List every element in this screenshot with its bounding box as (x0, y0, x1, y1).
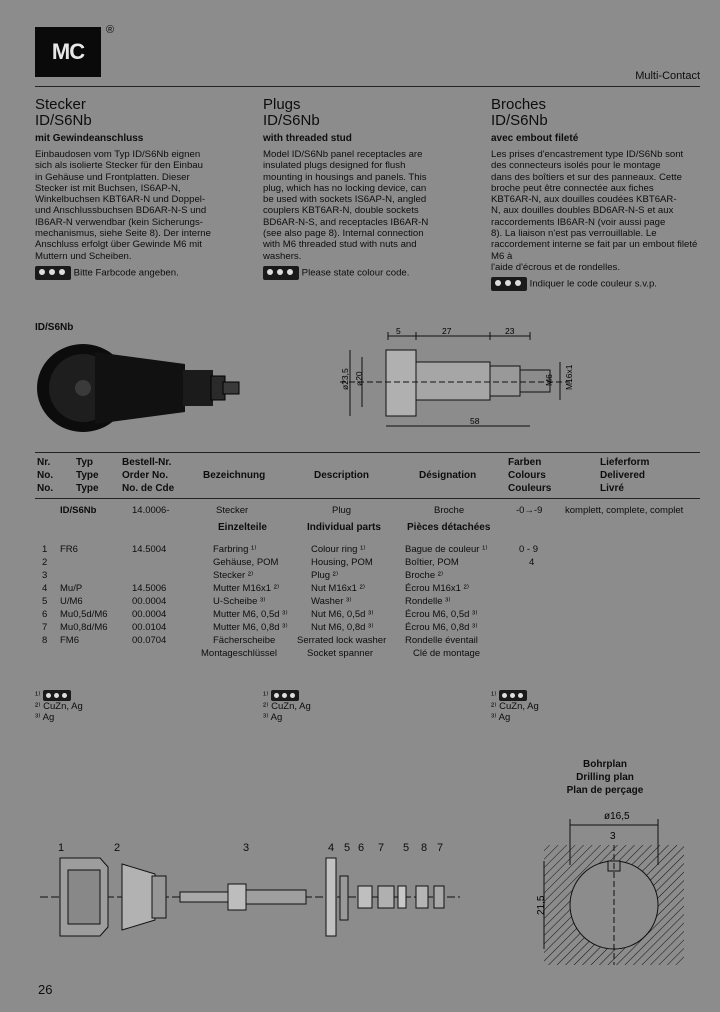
colour-note (263, 266, 468, 280)
column-de (35, 97, 240, 280)
body-line: raccordement interne se fait par un embout fileté M6 à (491, 239, 698, 262)
note-text: Please state colour code. (301, 267, 410, 279)
body-line: Muttern und Scheiben. (35, 250, 132, 262)
figure-label: ID/S6Nb (35, 322, 74, 333)
body-line: mounting in housings and panels. This (263, 171, 427, 183)
colour-chip-icon (499, 690, 527, 701)
body-line: couplers KBT6AR-N, double sockets (263, 205, 419, 217)
th-typ: Typ Type Type (76, 457, 99, 494)
drill-dia: ø16,5 (604, 811, 630, 822)
body-line: Les prises d'encastrement type ID/S6Nb sont (491, 149, 684, 160)
table-row: 2 Gehäuse, POM Housing, POM Boîtier, POM 4 (42, 557, 535, 568)
brand-name: Multi-Contact (635, 70, 700, 82)
main-deliv: komplett, complete, complet (565, 505, 684, 516)
body-line: N, aux douilles doubles BD6AR-N-S et aux (491, 205, 674, 217)
product-photo (35, 338, 245, 438)
note-text: Bitte Farbcode angeben. (73, 267, 179, 279)
body-line: broche peut être connectée aux fiches (491, 182, 654, 194)
dim-23: 23 (505, 326, 515, 336)
drilling-title: Bohrplan Drilling plan Plan de perçage (566, 759, 644, 796)
exploded-view (40, 852, 460, 942)
part-callout-6: 6 (358, 842, 365, 854)
part-callout-8: 8 (421, 842, 428, 854)
body-line: des connecteurs isolés pour le montage (491, 160, 661, 172)
table-row: 6 Mu0,5d/M6 00.0004 Mutter M6, 0,5d ³⁾ Nut M6, 0,5d ³⁾ Écrou M6, 0,5d ³⁾ (42, 609, 478, 620)
table-header-rule (35, 498, 700, 499)
body-line: 8). La liaison n'est pas verrouillable. Le (491, 228, 657, 240)
header-rule (35, 86, 700, 87)
drill-height: 21,5 (536, 895, 547, 915)
dim-m6: M6 (544, 374, 554, 386)
column-body (263, 149, 468, 262)
dim-m16: M16x1 (564, 364, 574, 390)
column-subtitle: mit Gewindeanschluss (35, 133, 144, 144)
main-des: Broche (434, 505, 465, 516)
main-typ: ID/S6Nb (60, 505, 97, 516)
column-title: Plugs (263, 96, 301, 113)
drill-width: 3 (610, 831, 616, 842)
column-model: ID/S6Nb (491, 112, 548, 129)
section-individual: Individual parts (307, 522, 381, 533)
th-nr: Nr. No. No. (37, 457, 54, 494)
body-line: Einbaudosen vom Typ ID/S6Nb eignen (35, 149, 201, 160)
column-en (263, 97, 468, 280)
part-callout-2: 2 (114, 842, 121, 854)
main-bez: Stecker (216, 505, 249, 516)
mc-logo (35, 27, 101, 77)
registered-mark: ® (106, 24, 115, 36)
table-row: 4 Mu/P 14.5006 Mutter M16x1 ²⁾ Nut M16x1 ²⁾ Écrou M16x1 ²⁾ (42, 583, 470, 594)
th-colour: Farben Colours Couleurs (508, 457, 552, 494)
part-callout-5b: 5 (403, 842, 410, 854)
body-line: insulated plugs designed for flush (263, 160, 406, 172)
body-line: be used with sockets IS6AP-N, angled (263, 194, 427, 206)
section-einzelteile: Einzelteile (218, 522, 267, 533)
body-line: mechanismus, siehe Seite 8). Der interne (35, 228, 211, 240)
body-line: sich als isolierte Stecker für den Einbau (35, 160, 203, 172)
dim-dia23: ø23,5 (340, 368, 350, 390)
column-body (491, 149, 706, 273)
part-callout-7: 7 (378, 842, 385, 854)
body-line: und Anschlussbuchsen BD6AR-N-S und (35, 205, 207, 217)
body-line: washers. (263, 250, 302, 262)
body-line: IB6AR-N verwendbar (kein Sicherungs- (35, 216, 203, 228)
table-row: Montageschlüssel Socket spanner Clé de montage (201, 648, 481, 659)
th-order: Bestell-Nr. Order No. No. de Cde (122, 457, 175, 494)
body-line: l'aide d'écrous et de rondelles. (491, 261, 620, 273)
body-line: Model ID/S6Nb panel receptacles are (263, 149, 423, 160)
colour-note (491, 277, 706, 291)
table-row: 5 U/M6 00.0004 U-Scheibe ³⁾ Washer ³⁾ Rondelle ³⁾ (42, 596, 451, 607)
colour-chip-icon (491, 277, 527, 291)
th-designation: Désignation (419, 470, 477, 481)
body-line: plug, which has no locking device, can (263, 182, 427, 194)
main-desc: Plug (332, 505, 352, 516)
footnotes-en: ¹⁾ ²⁾ CuZn, Ag ³⁾ Ag (263, 690, 311, 724)
column-title: Broches (491, 96, 547, 113)
dim-27: 27 (442, 326, 452, 336)
column-model: ID/S6Nb (35, 112, 92, 129)
part-callout-4: 4 (328, 842, 335, 854)
note-text: Indiquer le code couleur s.v.p. (529, 278, 657, 290)
table-row: 8 FM6 00.0704 Fächerscheibe Serrated lock washer Rondelle éventail (42, 635, 478, 646)
part-callout-7b: 7 (437, 842, 444, 854)
table-row: 7 Mu0,8d/M6 00.0104 Mutter M6, 0,8d ³⁾ Nut M6, 0,8d ³⁾ Écrou M6, 0,8d ³⁾ (42, 622, 478, 633)
footnotes-fr: ¹⁾ ²⁾ CuZn, Ag ³⁾ Ag (491, 690, 539, 724)
th-delivered: Lieferform Delivered Livré (600, 457, 650, 494)
body-line: dans des boîtiers et sur des panneaux. Cette (491, 171, 682, 183)
dim-5: 5 (396, 326, 401, 336)
table-row: 3 Stecker ²⁾ Plug ²⁾ Broche ²⁾ (42, 570, 444, 581)
colour-chip-icon (271, 690, 299, 701)
table-top-rule (35, 452, 700, 453)
dim-58: 58 (470, 416, 480, 426)
body-line: in Gehäuse und Frontplatten. Dieser (35, 171, 190, 183)
body-line: (see also page 8). Internal connection (263, 228, 424, 240)
technical-drawing (330, 322, 580, 432)
body-line: raccordements IB6AR-N (voir aussi page (491, 216, 666, 228)
column-subtitle: avec embout fileté (491, 133, 579, 144)
column-title: Stecker (35, 96, 86, 113)
body-line: Stecker ist mit Buchsen, IS6AP-N, (35, 182, 181, 194)
column-model: ID/S6Nb (263, 112, 320, 129)
part-callout-1: 1 (58, 842, 65, 854)
main-order: 14.0006- (132, 505, 170, 516)
main-colour: -0→-9 (516, 505, 543, 516)
colour-chip-icon (43, 690, 71, 701)
dim-dia20: ø20 (354, 371, 364, 386)
footnotes-de: ¹⁾ ²⁾ CuZn, Ag ³⁾ Ag (35, 690, 83, 724)
column-subtitle: with threaded stud (263, 133, 352, 144)
column-fr (491, 97, 706, 291)
page-number: 26 (38, 982, 53, 997)
body-line: with M6 threaded stud with nuts and (263, 239, 417, 251)
colour-note (35, 266, 240, 280)
table-row: 1 FR6 14.5004 Farbring ¹⁾ Colour ring ¹⁾ Bague de couleur ¹⁾ 0 - 9 (42, 544, 539, 555)
drilling-plan (530, 805, 700, 975)
body-line: Winkelbuchsen KBT6AR-N und Doppel- (35, 194, 206, 206)
th-bezeichnung: Bezeichnung (203, 470, 266, 481)
body-line: BD6AR-N-S, and receptacles IB6AR-N (263, 216, 429, 228)
part-callout-3: 3 (243, 842, 250, 854)
part-callout-5: 5 (344, 842, 351, 854)
logo-text: MC (51, 39, 85, 64)
parts-table (35, 544, 700, 661)
colour-chip-icon (263, 266, 299, 280)
th-description: Description (314, 470, 370, 481)
body-line: KBT6AR-N, aux douilles coudées KBT6AR- (491, 194, 677, 206)
body-line: Anschluss erfolgt über Gewinde M6 mit (35, 239, 202, 251)
section-pieces: Pièces détachées (407, 522, 491, 533)
colour-chip-icon (35, 266, 71, 280)
column-body (35, 149, 240, 262)
